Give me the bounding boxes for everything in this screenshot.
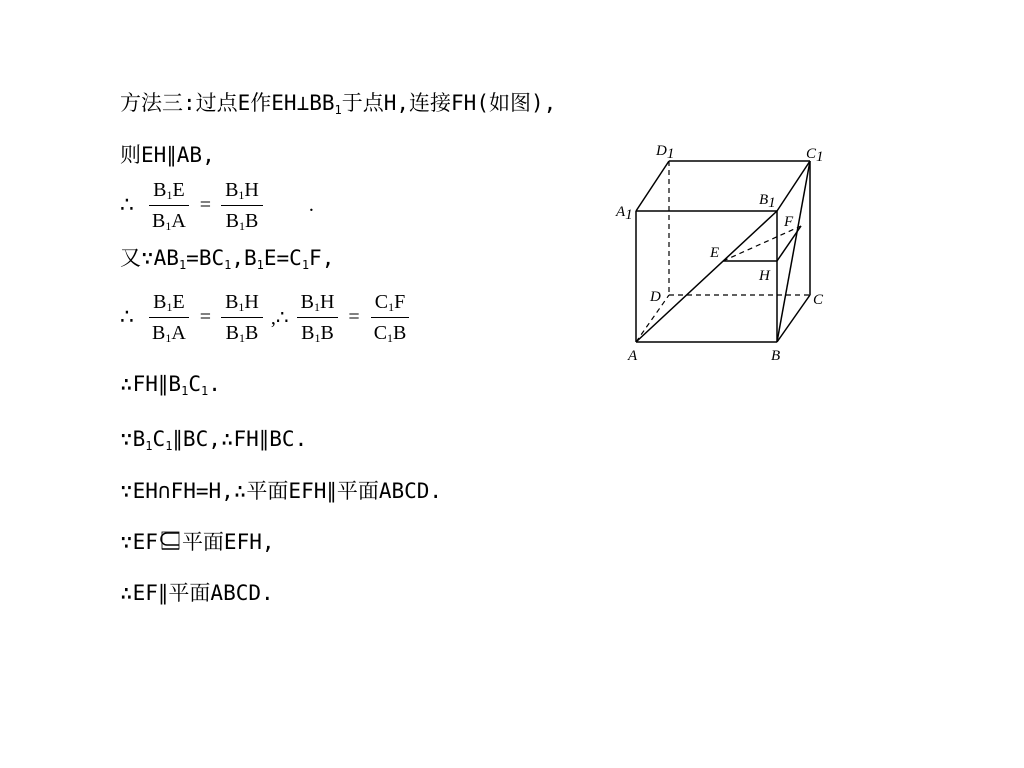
cube-diagram bbox=[608, 138, 848, 378]
label-h: H bbox=[759, 268, 770, 284]
fraction-b1e-over-b1a: $\frac{B_1E}{B_1A}$ bbox=[148, 178, 190, 233]
therefore-symbol: ∴ bbox=[120, 193, 134, 218]
label-f: F bbox=[784, 214, 794, 230]
subscript: 1 bbox=[334, 103, 342, 117]
subset-symbol bbox=[159, 530, 181, 550]
trailing-period: . bbox=[308, 194, 314, 216]
equals-sign: = bbox=[199, 194, 212, 216]
therefore-separator: ,∴ bbox=[270, 307, 289, 329]
fraction-c1f-over-c1b: $\frac{C_1F}{C_1B}$ bbox=[370, 290, 411, 345]
solution-line-4: 又$\because AB_1=BC_1,B_1E=C_1F$, bbox=[120, 246, 335, 272]
fraction-b1e-over-b1a: $\frac{B_1E}{B_1A}$ bbox=[148, 290, 190, 345]
ratio-equation-2 bbox=[120, 290, 416, 345]
solution-line-2: 则EH∥AB, bbox=[120, 143, 215, 167]
label-b: B bbox=[771, 348, 781, 364]
label-d1: D1 bbox=[656, 143, 675, 162]
line-a-b1 bbox=[636, 211, 777, 342]
label-b1: B1 bbox=[759, 192, 776, 211]
fraction-b1h-over-b1b: $\frac{B_1H}{B_1B}$ bbox=[297, 290, 339, 345]
text-segment: 方法三:过点E作EH⊥BB bbox=[120, 91, 335, 115]
fraction-b1h-over-b1b: $\frac{B_1H}{B_1B}$ bbox=[221, 178, 263, 233]
solution-line-7: $\because B_1C_1\parallel BC,\therefore FH\parallel BC$. bbox=[120, 427, 308, 453]
solution-line-8: ∵EH∩FH=H,∴平面EFH∥平面ABCD. bbox=[120, 479, 443, 503]
line-b-c1 bbox=[777, 161, 810, 342]
solution-line-1 bbox=[120, 89, 556, 117]
text-segment: 于点H,连接FH(如图), bbox=[341, 91, 557, 115]
solution-line-6: $\therefore FH\parallel B_1C_1$. bbox=[120, 372, 221, 398]
equals-sign: = bbox=[348, 306, 360, 328]
label-a1: A1 bbox=[616, 204, 633, 223]
label-a: A bbox=[628, 348, 638, 364]
solution-line-9: ∵EF 平面EFH, bbox=[120, 530, 275, 554]
edge-a1-d1 bbox=[636, 161, 669, 211]
label-e: E bbox=[710, 245, 720, 261]
label-c: C bbox=[813, 292, 824, 308]
label-d: D bbox=[650, 289, 661, 305]
equals-sign: = bbox=[199, 306, 212, 328]
fraction-b1h-over-b1b: $\frac{B_1H}{B_1B}$ bbox=[221, 290, 263, 345]
therefore-symbol: ∴ bbox=[120, 305, 134, 330]
label-c1: C1 bbox=[806, 146, 824, 165]
solution-line-10: ∴EF∥平面ABCD. bbox=[120, 581, 274, 605]
ratio-equation-1 bbox=[120, 178, 314, 233]
